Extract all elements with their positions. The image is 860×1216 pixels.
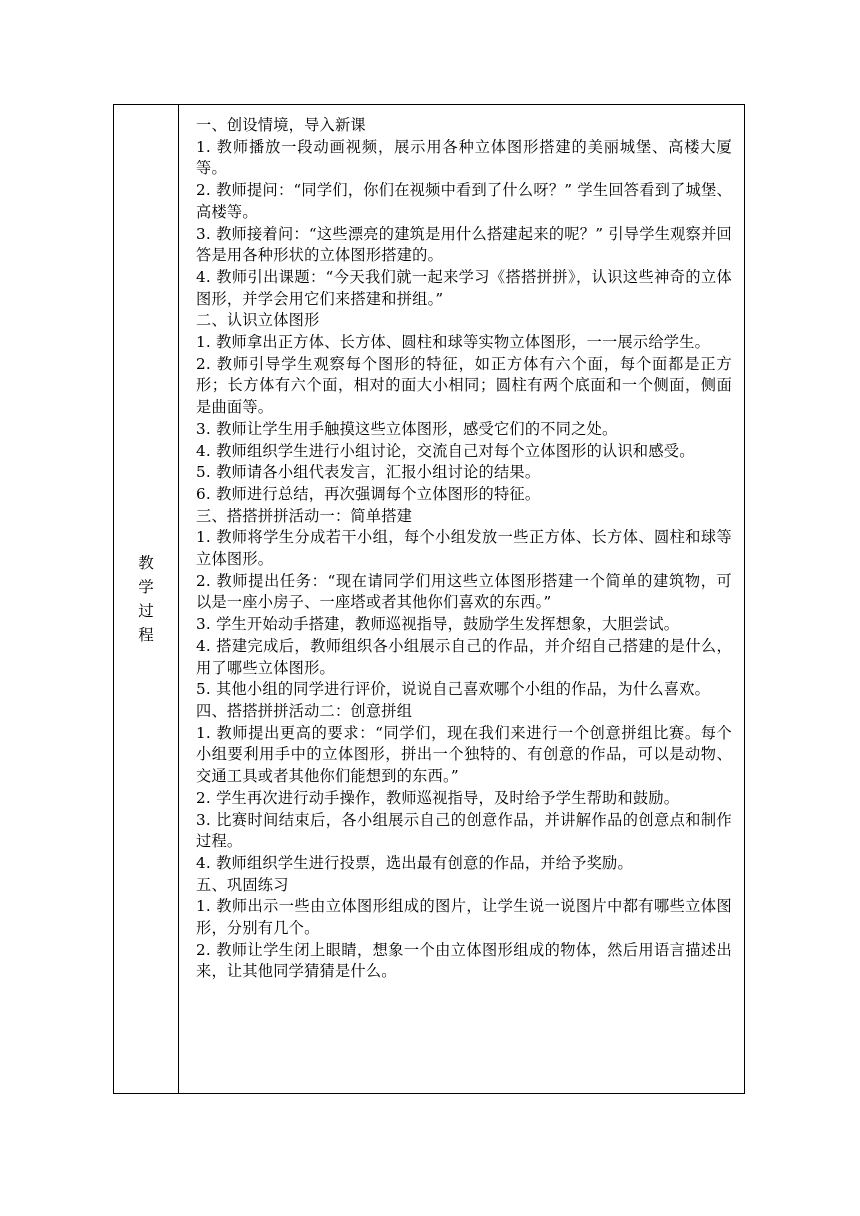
section-label-char: 过 xyxy=(138,602,154,620)
paragraph: 3. 教师接着问：“这些漂亮的建筑是用什么搭建起来的呢？” 引导学生观察并回答是用各种形状的立体图形搭建的。 xyxy=(196,224,732,265)
paragraph: 3. 教师让学生用手触摸这些立体图形，感受它们的不同之处。 xyxy=(196,419,618,438)
paragraph: 4. 教师组织学生进行小组讨论，交流自己对每个立体图形的认识和感受。 xyxy=(196,441,695,460)
paragraph: 4. 教师引出课题：“今天我们就一起来学习《搭搭拼拼》，认识这些神奇的立体图形，并学会用它们来搭建和拼组。” xyxy=(196,267,732,308)
paragraph: 1. 教师将学生分成若干小组，每个小组发放一些正方体、长方体、圆柱和球等立体图形。 xyxy=(196,528,732,569)
paragraph: 6. 教师进行总结，再次强调每个立体图形的特征。 xyxy=(196,484,541,503)
section-label-char: 程 xyxy=(138,626,154,644)
section-heading: 一、创设情境，导入新课 xyxy=(196,116,366,134)
section-label xyxy=(114,551,178,647)
table-row xyxy=(114,105,745,1094)
paragraph: 1. 教师拿出正方体、长方体、圆柱和球等实物立体图形，一一展示给学生。 xyxy=(196,333,711,352)
section-label-char: 学 xyxy=(138,578,154,596)
paragraph: 4. 搭建完成后，教师组织各小组展示自己的作品，并介绍自己搭建的是什么，用了哪些立体图形。 xyxy=(196,636,732,677)
paragraph: 2. 教师提出任务：“现在请同学们用这些立体图形搭建一个简单的建筑物，可以是一座小房子、一座塔或者其他你们喜欢的东西。” xyxy=(196,571,732,612)
section-heading: 三、搭搭拼拼活动一：简单搭建 xyxy=(196,506,413,525)
paragraph: 2. 教师提问：“同学们，你们在视频中看到了什么呀？” 学生回答看到了城堡、高楼等。 xyxy=(196,181,732,221)
paragraph: 2. 学生再次进行动手操作，教师巡视指导，及时给予学生帮助和鼓励。 xyxy=(196,788,680,807)
paragraph: 1. 教师播放一段动画视频，展示用各种立体图形搭建的美丽城堡、高楼大厦等。 xyxy=(196,137,732,178)
paragraph: 3. 比赛时间结束后，各小组展示自己的创意作品，并讲解作品的创意点和制作过程。 xyxy=(196,810,732,851)
section-heading: 二、认识立体图形 xyxy=(196,311,320,330)
paragraph: 3. 学生开始动手搭建，教师巡视指导，鼓励学生发挥想象，大胆尝试。 xyxy=(196,615,680,634)
section-label-char: 教 xyxy=(138,554,154,572)
paragraph: 2. 教师让学生闭上眼睛，想象一个由立体图形组成的物体，然后用语言描述出来，让其他同学猜猜是什么。 xyxy=(196,940,732,981)
teaching-process-content xyxy=(179,105,745,1094)
section-heading: 四、搭搭拼拼活动二：创意拼组 xyxy=(196,701,413,720)
paragraph: 5. 教师请各小组代表发言，汇报小组讨论的结果。 xyxy=(196,463,541,482)
paragraph: 1. 教师出示一些由立体图形组成的图片，让学生说一说图片中都有哪些立体图形，分别有几个。 xyxy=(196,897,732,938)
paragraph: 1. 教师提出更高的要求：“同学们，现在我们来进行一个创意拼组比赛。每个小组要利用手中的立体图形，拼出一个独特的、有创意的作品，可以是动物、交通工具或者其他你们能想到的东西。” xyxy=(196,723,732,786)
paragraph: 5. 其他小组的同学进行评价，说说自己喜欢哪个小组的作品，为什么喜欢。 xyxy=(196,680,711,699)
paragraph: 2. 教师引导学生观察每个图形的特征，如正方体有六个面，每个面都是正方形；长方体有六个面，相对的面大小相同；圆柱有两个底面和一个侧面，侧面是曲面等。 xyxy=(196,354,732,417)
lesson-plan-table xyxy=(113,104,745,1094)
section-label-cell xyxy=(114,105,179,1094)
section-heading: 五、巩固练习 xyxy=(196,875,289,894)
paragraph: 4. 教师组织学生进行投票，选出最有创意的作品，并给予奖励。 xyxy=(196,853,633,872)
